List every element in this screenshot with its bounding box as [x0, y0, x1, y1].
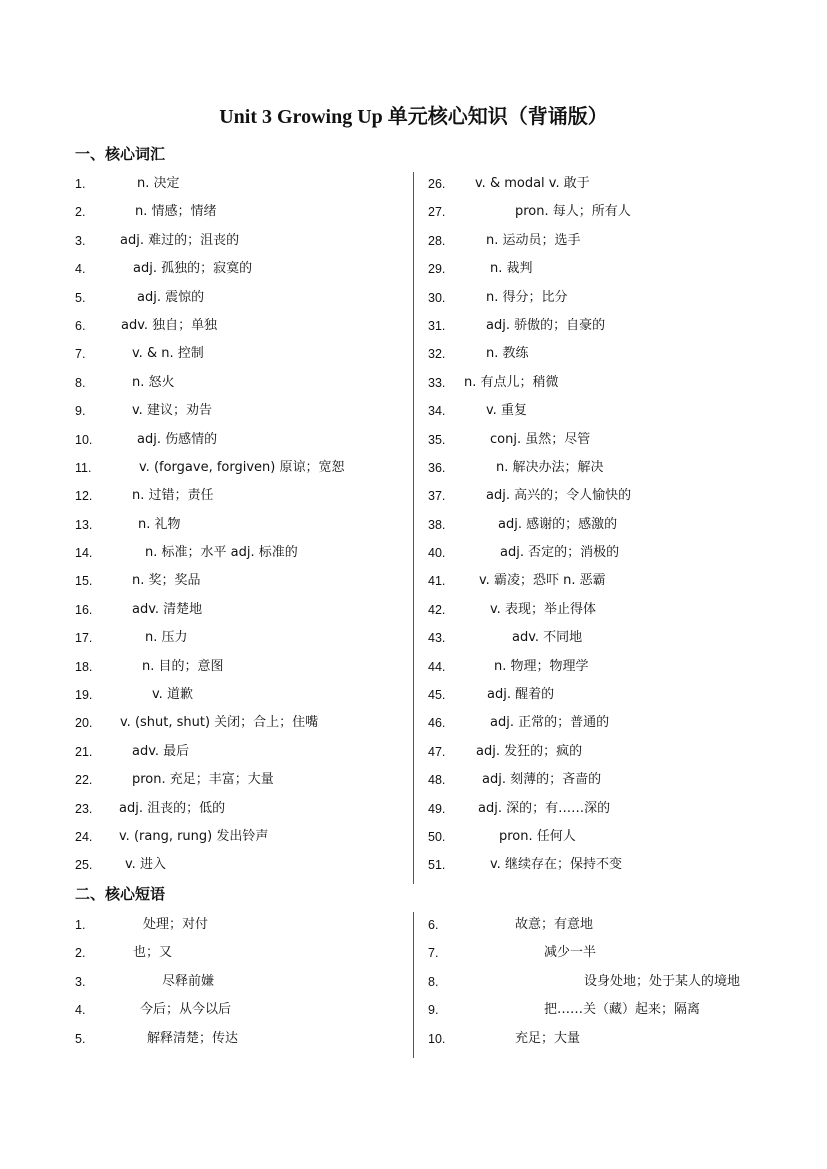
vocab-item: 27. pron. 每人；所有人: [428, 204, 631, 220]
vocab-item: 50. pron. 任何人: [428, 828, 576, 844]
section-phrases-heading: 二、核心短语: [75, 885, 166, 903]
phrase-item: 10. 充足；大量: [428, 1030, 581, 1046]
phrase-item: 6. 故意；有意地: [428, 917, 594, 932]
phrase-item: 9. 把……关（藏）起来；隔离: [428, 1002, 701, 1018]
vocab-item: 10. adj. 伤感情的: [75, 431, 218, 447]
vocab-item: 7. v. & n. 控制: [75, 346, 204, 362]
vocab-list-left: [75, 170, 405, 880]
vocab-item: 40. adj. 否定的；消极的: [428, 545, 620, 561]
vocab-item: 18. n. 目的；意图: [75, 658, 224, 674]
vocab-item: 20. v. (shut, shut) 关闭；合上；住嘴: [75, 715, 319, 731]
vocab-item: 12. n. 过错；责任: [75, 488, 214, 504]
vocab-item: 1. n. 决定: [75, 176, 180, 191]
phrase-item: 1. 处理；对付: [75, 917, 209, 932]
vocab-item: 45. adj. 醒着的: [428, 687, 555, 703]
vocab-item: 30. n. 得分；比分: [428, 289, 568, 305]
phrase-item: 4. 今后；从今以后: [75, 1002, 232, 1018]
vocab-item: 5. adj. 震惊的: [75, 289, 205, 305]
vocab-item: 17. n. 压力: [75, 630, 188, 646]
vocab-item: 13. n. 礼物: [75, 516, 181, 532]
phrase-item: 2. 也；又: [75, 945, 173, 961]
phrase-item: 3. 尽释前嫌: [75, 973, 215, 989]
vocab-item: 35. conj. 虽然；尽管: [428, 431, 591, 447]
vocab-item: 48. adj. 刻薄的；吝啬的: [428, 772, 602, 788]
vocab-item: 21. adv. 最后: [75, 743, 190, 759]
vocab-item: 16. adv. 清楚地: [75, 601, 203, 617]
vocab-item: 24. v. (rang, rung) 发出铃声: [75, 828, 269, 844]
vocab-item: 41. v. 霸凌；恐吓 n. 恶霸: [428, 573, 606, 589]
vocab-item: 36. n. 解决办法；解决: [428, 459, 604, 475]
section-vocabulary-heading: 一、核心词汇: [75, 145, 166, 163]
phrase-list-right: [428, 911, 818, 1053]
vocab-item: 28. n. 运动员；选手: [428, 232, 581, 248]
vocab-item: 9. v. 建议；劝告: [75, 403, 212, 419]
vocab-item: 8. n. 怒火: [75, 374, 175, 390]
phrase-item: 8. 设身处地；处于某人的境地: [428, 973, 741, 989]
vocab-item: 19. v. 道歉: [75, 687, 193, 703]
vocab-item: 29. n. 裁判: [428, 261, 533, 277]
vocab-item: 44. n. 物理；物理学: [428, 658, 589, 674]
vocab-item: 31. adj. 骄傲的；自豪的: [428, 317, 606, 333]
vocab-item: 32. n. 教练: [428, 346, 529, 362]
vocab-item: 33. n. 有点儿；稍微: [428, 374, 559, 390]
vocab-item: 46. adj. 正常的；普通的: [428, 715, 610, 731]
vocab-list-right: [428, 170, 818, 880]
vocab-item: 22. pron. 充足；丰富；大量: [75, 772, 274, 788]
vocab-item: 4. adj. 孤独的；寂寞的: [75, 261, 253, 277]
column-divider: [413, 912, 414, 1058]
page-title: Unit 3 Growing Up 单元核心知识（背诵版）: [219, 106, 608, 128]
vocab-item: 15. n. 奖；奖品: [75, 573, 201, 589]
vocab-item: 6. adv. 独自；单独: [75, 317, 218, 333]
phrase-item: 7. 减少一半: [428, 945, 597, 961]
vocab-item: 47. adj. 发狂的；疯的: [428, 743, 583, 759]
vocab-item: 42. v. 表现；举止得体: [428, 601, 596, 617]
column-divider: [413, 172, 414, 884]
vocab-item: 11. v. (forgave, forgiven) 原谅；宽恕: [75, 459, 345, 475]
vocab-item: 34. v. 重复: [428, 403, 527, 419]
vocab-item: 26. v. & modal v. 敢于: [428, 176, 590, 191]
vocab-item: 23. adj. 沮丧的；低的: [75, 800, 226, 816]
vocab-item: 51. v. 继续存在；保持不变: [428, 857, 622, 873]
vocab-item: 3. adj. 难过的；沮丧的: [75, 232, 240, 248]
vocab-item: 2. n. 情感；情绪: [75, 204, 217, 220]
vocab-item: 25. v. 进入: [75, 857, 166, 873]
phrase-item: 5. 解释清楚；传达: [75, 1030, 239, 1046]
vocab-item: 14. n. 标准；水平 adj. 标准的: [75, 545, 298, 561]
vocab-item: 49. adj. 深的；有……深的: [428, 800, 611, 816]
vocab-item: 43. adv. 不同地: [428, 630, 583, 646]
vocab-item: 37. adj. 高兴的；令人愉快的: [428, 488, 632, 504]
vocab-item: 38. adj. 感谢的；感激的: [428, 516, 618, 532]
phrase-list-left: [75, 911, 405, 1053]
